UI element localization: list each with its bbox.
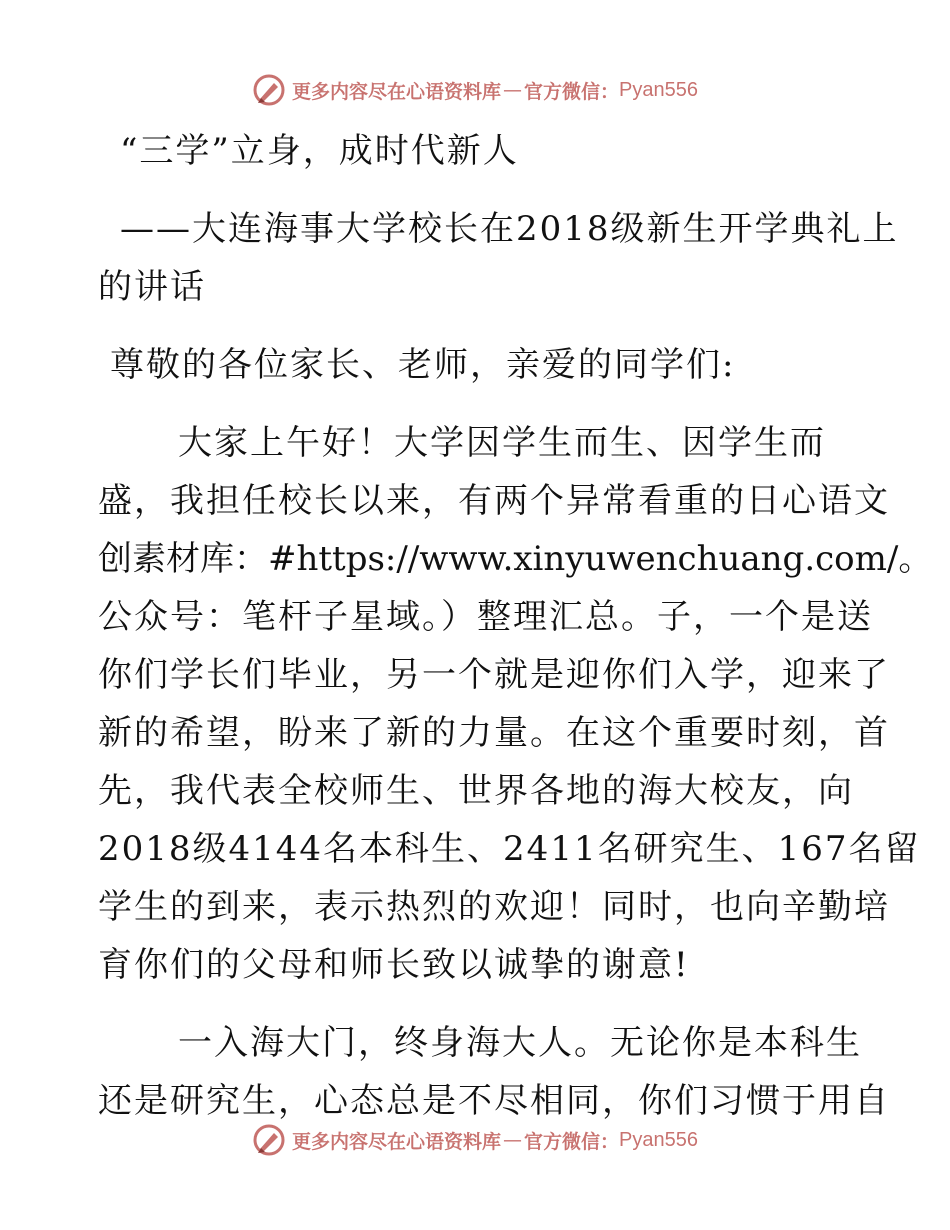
- paragraph-line: 大家上午好！大学因学生而生、因学生而: [178, 423, 826, 463]
- watermark-text: 更多内容尽在心语资料库: [292, 80, 502, 103]
- paragraph-line: 学生的到来，表示热烈的欢迎！同时，也向辛勤培: [98, 887, 890, 927]
- paragraph-line: 还是研究生，心态总是不尽相同，你们习惯于用自: [98, 1081, 890, 1121]
- paragraph-2: [98, 1014, 890, 1130]
- watermark-separator: —: [503, 79, 523, 101]
- footer-watermark: [0, 1120, 950, 1160]
- paragraph-line: 你们学长们毕业，另一个就是迎你们入学，迎来了: [98, 655, 890, 695]
- watermark-text: 更多内容尽在心语资料库: [292, 1130, 502, 1153]
- watermark-separator: —: [503, 1129, 523, 1151]
- watermark-official: 官方微信：: [524, 80, 620, 103]
- watermark-official: 官方微信：: [524, 1130, 620, 1153]
- pen-logo-icon: [252, 1123, 286, 1157]
- paragraph-line: 先，我代表全校师生、世界各地的海大校友，向: [98, 771, 854, 811]
- paragraph-line: 一入海大门，终身海大人。无论你是本科生: [178, 1023, 862, 1063]
- paragraph-line: 育你们的父母和师长致以诚挚的谢意!: [98, 945, 690, 985]
- salutation: 尊敬的各位家长、老师，亲爱的同学们:: [110, 345, 736, 385]
- paragraph-line: 新的希望，盼来了新的力量。在这个重要时刻，首: [98, 713, 890, 753]
- paragraph-line: 盛，我担任校长以来，有两个异常看重的日心语文: [98, 481, 890, 521]
- paragraph-line: 2018级4144名本科生、2411名研究生、167名留: [98, 829, 921, 869]
- watermark-id: Pyan556: [619, 1128, 698, 1151]
- paragraph-line: 创素材库：#https://www.xinyuwenchuang.com/。: [98, 539, 933, 579]
- document-subtitle-line-2: 的讲话: [98, 267, 206, 307]
- pen-logo-icon: [252, 73, 286, 107]
- document-body: [98, 122, 933, 1130]
- watermark-id: Pyan556: [619, 78, 698, 101]
- document-title: “三学”立身，成时代新人: [120, 131, 519, 171]
- header-watermark: [0, 70, 950, 110]
- paragraph-1: [98, 414, 933, 994]
- document-subtitle-line-1: ——大连海事大学校长在2018级新生开学典礼上: [120, 209, 899, 249]
- paragraph-line: 公众号：笔杆子星域。）整理汇总。子，一个是送: [98, 597, 873, 637]
